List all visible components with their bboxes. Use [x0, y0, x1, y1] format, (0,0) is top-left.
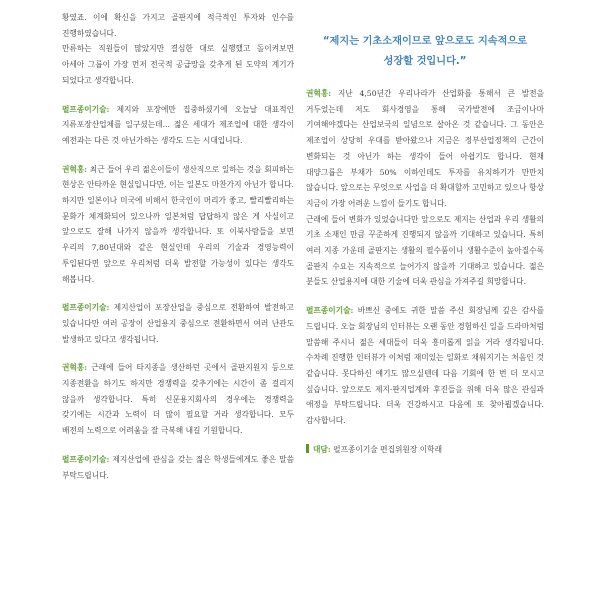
paragraph-text: 제지산업에 관심을 갖는 젊은 학생들에게도 좋은 말씀 부탁드립니다. [62, 454, 294, 480]
paragraph-text: 황였죠. 이에 확신을 가지고 골판지에 적극적인 투자와 인수를 진행하였습니다. [62, 13, 294, 38]
left-column [62, 10, 294, 483]
paragraph [62, 41, 294, 88]
paragraph [306, 303, 544, 429]
speaker-label: 권혁홍: [62, 363, 88, 373]
paragraph [306, 212, 544, 291]
paragraph [62, 162, 294, 288]
paragraph-text: 제지산업이 포장산업을 중심으로 전환하여 발전하고 있습니다만 여러 공장이 산업용지 중심으로 전환하면서 여러 난관도 발생하고 있다고 생각됩니다. [62, 303, 294, 344]
paragraph [62, 360, 294, 439]
paragraph-text: 제지와 포장에만 집중하셨기에 오늘날 대표적인 지류포장산업체를 일구셨는데... 젊은 세대가 제조업에 대한 생각이 예전과는 다른 것 아닌가하는 생각도 드는 시대입니다. [62, 104, 294, 145]
speaker-label: 펄프종이기술: [62, 454, 110, 464]
paragraph [306, 86, 544, 212]
paragraph-text: 만류하는 직원들이 많았지만 결심한 대로 실행했고 돌이켜보면 아세아 그룹이 가장 먼저 전국적 공급망을 갖추게 된 도약의 계기가 되었다고 생각합니다. [62, 44, 294, 85]
paragraph [62, 300, 294, 347]
paragraph-text: 지난 4,50년간 우리나라가 산업화를 통해서 큰 발전을 거두었는데 저도 회사경영을 통해 국가발전에 조금이나마 기여해야겠다는 산업보국의 일념으로 살아온 것 같습니다. 그 동안은 제조업이 상당히 우대를 받아왔으나 지금은 정부산업정책의 근간이 변화되는 것 아닌가 하는 생각이 들어 아쉽기도 합니다. 현재 대양그룹은 부채가 50% 이하인데도 투자를 유치하기가 만만치 않습니다. 앞으로는 무엇으로 사업을 더 확대할까 고민하고 있으나 항상 지금이 가장 어려운 느낌이 들기도 합니다. [306, 89, 544, 208]
paragraph-text: 근래에 들어 타지종을 생산하던 곳에서 골판지원지 등으로 지종전환을 하기도 하지만 경쟁력을 갖추기에는 시간이 좀 걸리지 않을까 생각합니다. 특히 신문용지회사의 경우에는 경쟁력을 갖기에는 시간과 노력이 더 많이 필요할 거라 생각합니다. 모두 배전의 노력으로 어려움을 잘 극복해 내길 기원합니다. [62, 363, 294, 436]
right-column [306, 10, 544, 457]
speaker-label: 펄프종이기술: [62, 104, 110, 114]
pull-quote-line: “제지는 기초소재이므로 앞으로도 지속적으로 [322, 36, 528, 47]
pull-quote-line: 성장할 것입니다.” [383, 56, 467, 67]
interviewer-credit [306, 443, 544, 457]
speaker-label: 권혁홍: [62, 164, 88, 174]
paragraph-text: 최근 들어 우리 젊은이들이 생산직으로 일하는 것을 회피하는 현상은 안타까운 현실입니다만, 이는 일본도 마찬가지 아닌가 합니다. 하지만 일본이나 미국에 비해서 한국인이 머리가 좋고, 빨리빨리하는 문화가 체계화되어 있으나까 일본처럼 답답하지 않은 게 사실이고 앞으로도 잘해 나가지 않을까 생각합니다. 또 이북사람들을 보면 우리의 7,80년대와 같은 현실인데 우리의 기술과 경영능력이 투입된다면 앞으로 우리처럼 더욱 발전할 가능성이 있다는 생각도 해봅니다. [62, 164, 294, 284]
paragraph [62, 102, 294, 149]
pull-quote [306, 32, 544, 72]
speaker-label: 권혁홍: [306, 89, 332, 98]
credit-text: 펄프종이기술 편집위원장 이학래 [330, 444, 443, 454]
speaker-label: 펄프종이기술: [306, 306, 354, 316]
paragraph [62, 452, 294, 483]
paragraph-text: 근래에 들어 변화가 있었습니다만 앞으로도 제지는 산업과 우리 생활의 기초 소재인 만큼 꾸준하게 진행되지 않을까 기대하고 있습니다. 특히 여러 지종 가운데 골판지는 생활의 필수품이니 생활수준이 높아질수록 골판지 수요는 지속적으로 늘어가지 않을까 기대하고 있습니다. 젊은 분들도 산업용지에 대한 기술에 더욱 관심을 가져주길 희망합니다. [306, 214, 544, 287]
credit-bar-icon [306, 444, 309, 453]
paragraph [62, 10, 294, 41]
speaker-label: 펄프종이기술: [62, 303, 110, 313]
credit-label: 대담: [313, 444, 331, 454]
paragraph-text: 바쁘신 중에도 귀한 말씀 주신 회장님께 깊은 감사를 드립니다. 오늘 회장님의 인터뷰는 오랜 동안 경험하신 일을 드라마처럼 말씀해 주시니 젊은 세대들이 더욱 흥미롭게 읽을 거라 생각됩니다. 수차례 진행한 인터뷰가 이처럼 재미있는 일화로 채워지기는 처음인 것 같습니다. 못다하신 얘기도 많으실텐데 다음 기회에 한 번 더 모시고 싶습니다. 앞으로도 제지·판지업계와 후진들을 위해 더욱 많은 관심과 애정을 부탁드립니다. 더욱 건강하시고 다음에 또 찾아뵙겠습니다. 감사합니다. [306, 306, 544, 426]
